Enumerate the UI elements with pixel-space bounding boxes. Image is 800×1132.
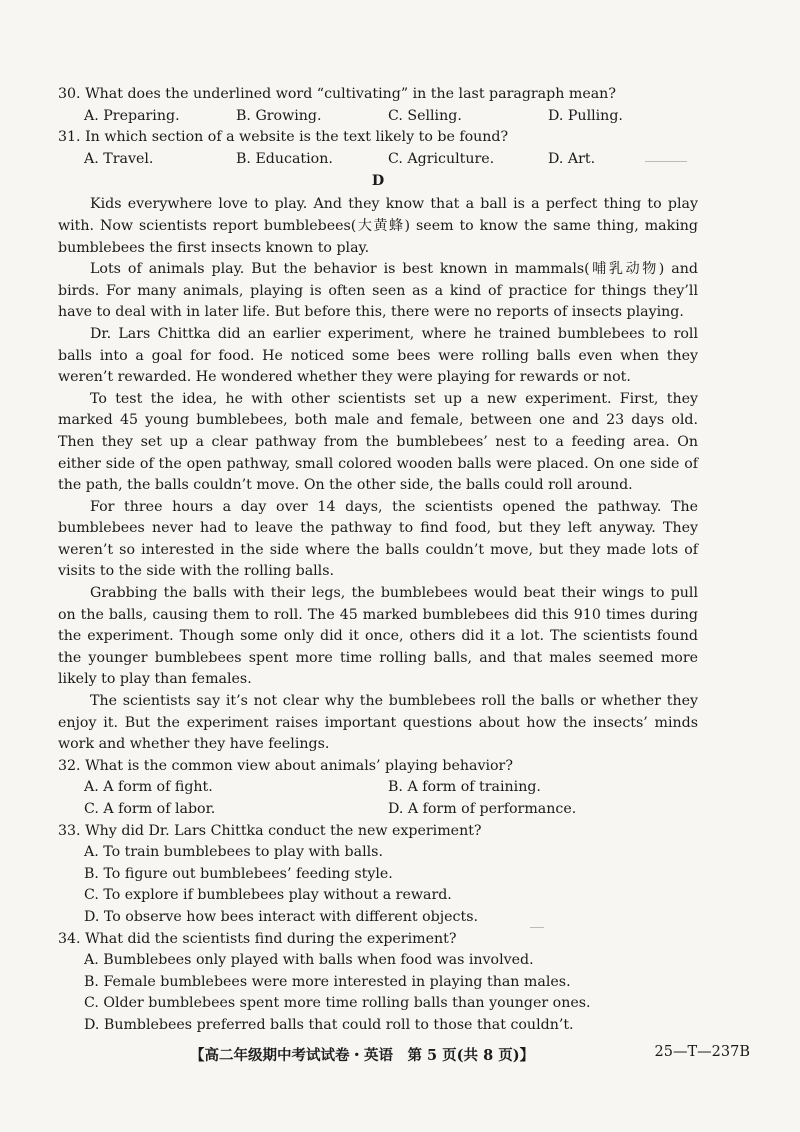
question-33 bbox=[58, 821, 698, 929]
option-c: C. Older bumblebees spent more time rolling balls than younger ones. bbox=[84, 995, 591, 1012]
question-31 bbox=[58, 127, 698, 170]
options-row bbox=[58, 149, 698, 171]
options-row bbox=[58, 777, 698, 799]
passage-paragraph: Lots of animals play. But the behavior is best known in mammals(哺乳动物) and birds. For many animals, playing is often seen as a kind of practice for things they’ll have to deal with in later life. But before this, there were no reports of insects playing. bbox=[58, 261, 698, 321]
question-30 bbox=[58, 84, 698, 127]
option-c: C. A form of labor. bbox=[84, 801, 216, 817]
paper-code: 25—T—237B bbox=[654, 1044, 750, 1060]
option-a: A. Bumblebees only played with balls when food was involved. bbox=[84, 952, 534, 969]
options-row bbox=[58, 799, 698, 821]
passage-paragraph: Kids everywhere love to play. And they know that a ball is a perfect thing to play with. Now scientists report bumblebees(大黄蜂) seem to know the same thing, making bumblebees the first insects known to play. bbox=[58, 196, 698, 256]
question-stem: 30. What does the underlined word “cultivating” in the last paragraph mean? bbox=[58, 86, 616, 102]
question-stem: 33. Why did Dr. Lars Chittka conduct the new experiment? bbox=[58, 822, 482, 839]
option-a: A. To train bumblebees to play with balls. bbox=[84, 844, 383, 861]
option-d: D. Bumblebees preferred balls that could roll to those that couldn’t. bbox=[84, 1016, 574, 1033]
section-heading: D bbox=[371, 173, 385, 190]
option-b: B. Female bumblebees were more interested in playing than males. bbox=[84, 973, 571, 990]
option-d: D. Art. bbox=[548, 150, 596, 167]
question-stem: 34. What did the scientists find during the experiment? bbox=[58, 930, 457, 947]
option-b: B. A form of training. bbox=[388, 779, 541, 796]
option-a: A. Travel. bbox=[84, 150, 154, 167]
stray-mark bbox=[645, 161, 687, 162]
reading-passage bbox=[58, 194, 698, 755]
option-a: A. A form of fight. bbox=[84, 779, 213, 796]
page-footer bbox=[190, 1044, 750, 1065]
passage-paragraph: For three hours a day over 14 days, the scientists opened the pathway. The bumblebees never had to leave the pathway to find food, but they left anyway. They weren’t so interested in the side where the balls couldn’t move, but they made lots of visits to the side with the rolling balls. bbox=[58, 498, 698, 580]
options-row bbox=[58, 106, 698, 128]
option-c: C. To explore if bumblebees play without a reward. bbox=[84, 887, 452, 904]
passage-paragraph: The scientists say it’s not clear why the bumblebees roll the balls or whether they enjoy it. But the experiment raises important questions about how the insects’ minds work and whether they have feelings. bbox=[58, 693, 698, 753]
option-b: B. Education. bbox=[236, 150, 333, 167]
option-b: B. Growing. bbox=[236, 107, 322, 124]
option-d: D. Pulling. bbox=[548, 107, 623, 124]
question-stem: 31. In which section of a website is the text likely to be found? bbox=[58, 129, 509, 146]
passage-paragraph: Grabbing the balls with their legs, the bumblebees would beat their wings to pull on the balls, causing them to roll. The 45 marked bumblebees did this 910 times during the experiment. Though some only did it once, others did it a lot. The scientists found the younger bumblebees spent more time rolling balls, and that males seemed more likely to play than females. bbox=[58, 585, 698, 688]
option-c: C. Agriculture. bbox=[388, 150, 495, 167]
option-c: C. Selling. bbox=[388, 107, 462, 124]
stray-mark bbox=[530, 927, 544, 928]
exam-page bbox=[58, 84, 698, 1037]
option-a: A. Preparing. bbox=[84, 107, 180, 124]
question-stem: 32. What is the common view about animals’ playing behavior? bbox=[58, 757, 513, 774]
question-34 bbox=[58, 929, 698, 1037]
passage-paragraph: Dr. Lars Chittka did an earlier experiment, where he trained bumblebees to roll balls into a goal for food. He noticed some bees were rolling balls even when they weren’t rewarded. He wondered whether they were playing for rewards or not. bbox=[58, 325, 698, 386]
option-d: D. To observe how bees interact with different objects. bbox=[84, 908, 478, 925]
footer-title: 【高二年级期中考试试卷・英语 第 5 页(共 8 页)】 bbox=[190, 1047, 535, 1064]
passage-paragraph: To test the idea, he with other scientists set up a new experiment. First, they marked 45 young bumblebees, both male and female, between one and 23 days old. Then they set up a clear pathway from the bumblebees’ nest to a feeding area. On either side of the open pathway, small colored wooden balls were placed. On one side of the path, the balls couldn’t move. On the other side, the balls could roll around. bbox=[58, 390, 698, 494]
option-b: B. To figure out bumblebees’ feeding style. bbox=[84, 865, 393, 882]
question-32 bbox=[58, 756, 698, 821]
option-d: D. A form of performance. bbox=[388, 801, 577, 817]
